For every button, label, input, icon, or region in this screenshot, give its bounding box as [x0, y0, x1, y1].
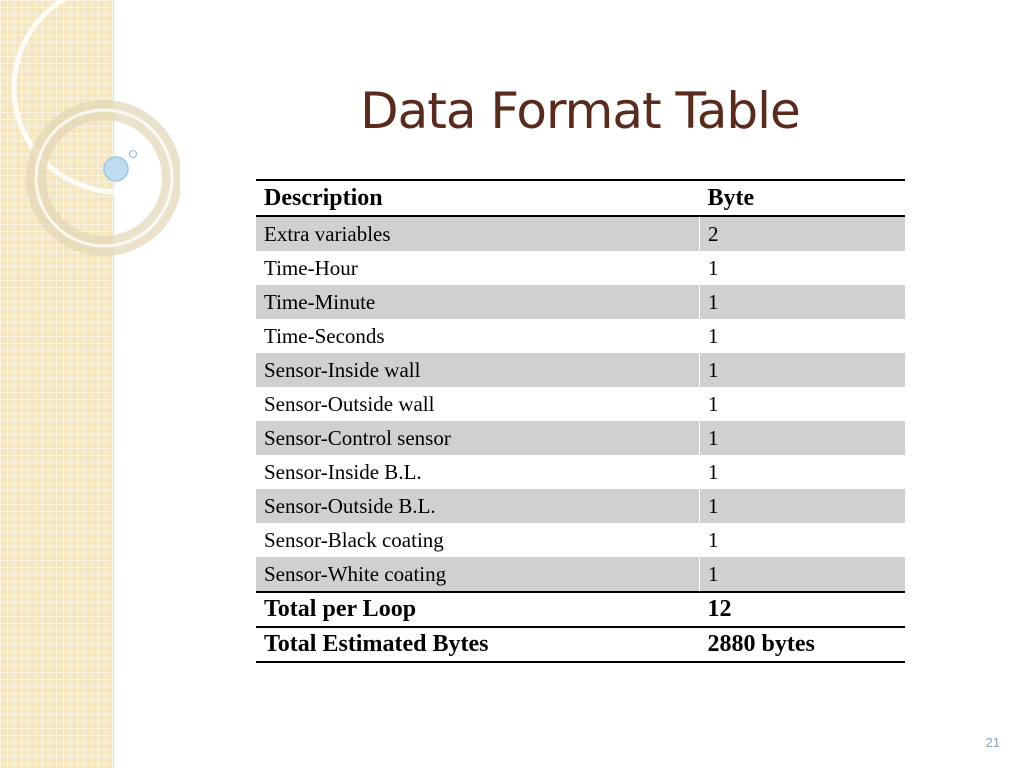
table-row [256, 489, 905, 523]
cell-description: Sensor-Inside B.L. [264, 459, 422, 484]
table-header-row [256, 180, 905, 216]
table-row [256, 251, 905, 285]
cell-description: Sensor-Control sensor [256, 421, 700, 455]
cell-byte: 1 [700, 421, 906, 455]
table-row [256, 557, 905, 592]
cell-description: Time-Seconds [264, 323, 385, 348]
page-number: 21 [985, 735, 1000, 750]
table-row [256, 523, 905, 557]
cell-description: Sensor-Black coating [264, 527, 444, 552]
data-format-table [256, 179, 905, 663]
table-row [256, 319, 905, 353]
cell-byte: 2 [700, 216, 906, 251]
cell-byte: 1 [700, 319, 906, 353]
cell-description: Sensor-Outside wall [264, 391, 435, 416]
cell-byte: 1 [700, 353, 906, 387]
table-row [256, 216, 905, 251]
cell-description: Sensor-Inside wall [256, 353, 700, 387]
cell-byte: 1 [700, 285, 906, 319]
total-estimated-bytes-label: Total Estimated Bytes [256, 627, 700, 662]
total-row [256, 592, 905, 627]
table-row [256, 455, 905, 489]
total-per-loop-label: Total per Loop [256, 592, 700, 627]
table-row [256, 285, 905, 319]
cell-byte: 1 [700, 387, 906, 421]
total-estimated-bytes-value: 2880 bytes [700, 627, 906, 662]
cell-description: Extra variables [256, 216, 700, 251]
cell-byte: 1 [700, 455, 906, 489]
cell-byte: 1 [700, 489, 906, 523]
small-bubble [130, 151, 137, 158]
table-row [256, 421, 905, 455]
decorative-circles-graphic [0, 0, 180, 260]
header-description: Description [256, 180, 700, 216]
cell-description: Sensor-Outside B.L. [256, 489, 700, 523]
blue-bubble [104, 157, 128, 181]
cell-description: Time-Hour [264, 255, 358, 280]
cell-description: Sensor-White coating [256, 557, 700, 592]
cell-byte: 1 [700, 557, 906, 592]
total-row [256, 627, 905, 662]
table-row [256, 387, 905, 421]
cell-description: Time-Minute [256, 285, 700, 319]
header-byte: Byte [700, 180, 906, 216]
total-per-loop-value: 12 [700, 592, 906, 627]
table-row [256, 353, 905, 387]
slide-title: Data Format Table [360, 82, 800, 140]
cell-byte: 1 [700, 251, 906, 285]
cell-byte: 1 [700, 523, 906, 557]
medium-ring-highlight [36, 110, 172, 246]
